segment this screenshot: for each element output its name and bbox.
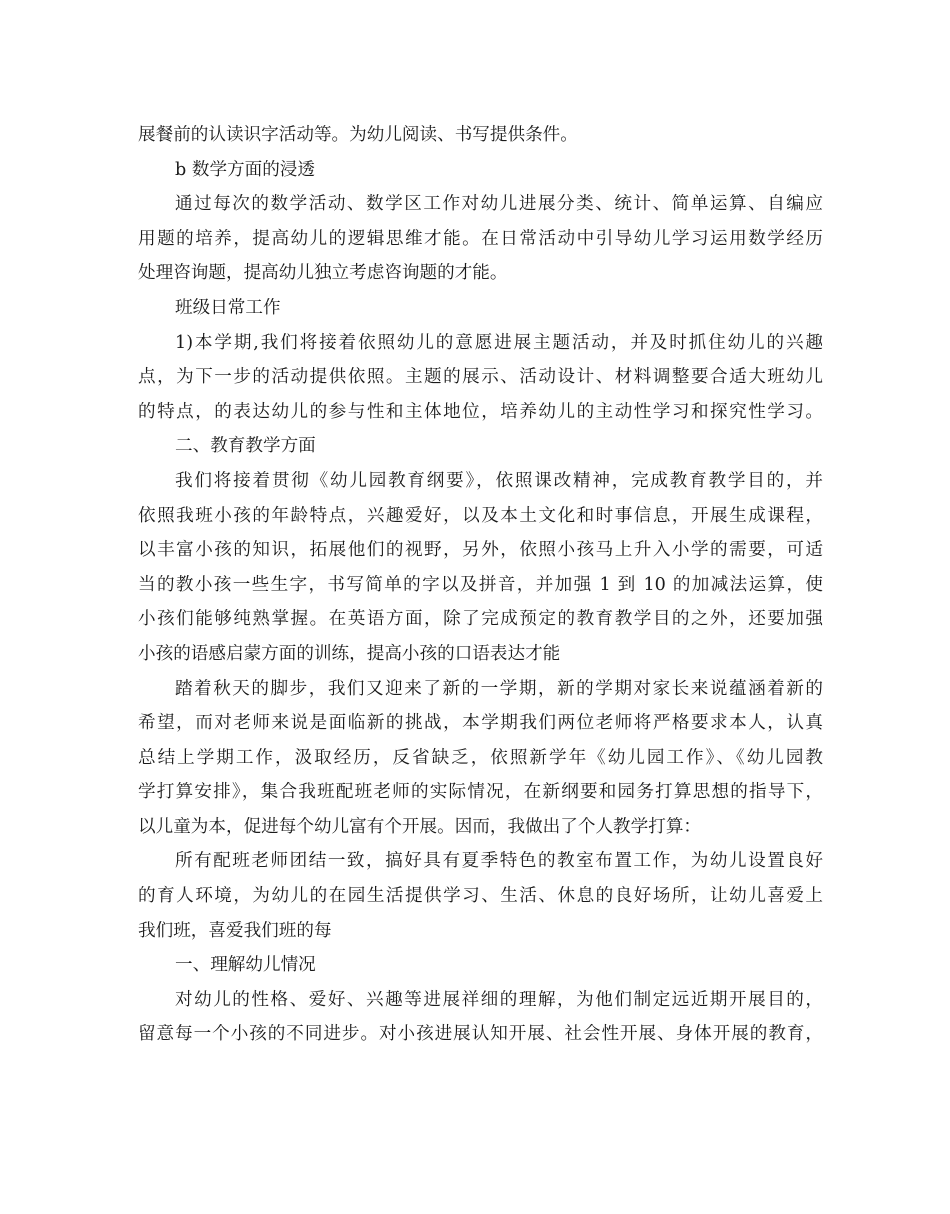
text-line: 留意每一个小孩的不同进步。对小孩进展认知开展、社会性开展、身体开展的教育， [138,1024,823,1045]
section-heading: 二、教育教学方面 [175,436,316,457]
text-line: 我们将接着贯彻《幼儿园教育纲要》，依照课改精神，完成教育教学目的，并 [175,470,823,491]
text-line: 点，为下一步的活动提供依照。主题的展示、活动设计、材料调整要合适大班幼儿 [138,367,823,388]
document-page [138,118,823,1052]
text-line: 对幼儿的性格、爱好、兴趣等进展祥细的理解，为他们制定远近期开展目的， [175,989,823,1010]
section-heading: 一、理解幼儿情况 [175,955,316,976]
text-line: 的特点，的表达幼儿的参与性和主体地位，培养幼儿的主动性学习和探究性学习。 [138,401,823,422]
text-line: 所有配班老师团结一致，搞好具有夏季特色的教室布置工作，为幼儿设置良好 [175,851,823,872]
text-line: 小孩的语感启蒙方面的训练，提高小孩的口语表达才能 [138,643,561,664]
text-line: b 数学方面的浸透 [175,159,316,180]
text-line: 以丰富小孩的知识，拓展他们的视野，另外，依照小孩马上升入小学的需要，可适 [138,540,823,561]
text-line: 总结上学期工作，汲取经历，反省缺乏，依照新学年《幼儿园工作》、《幼儿园教 [138,747,823,768]
text-line: 用题的培养，提高幼儿的逻辑思维才能。在日常活动中引导幼儿学习运用数学经历 [138,228,823,249]
text-line: 我们班，喜爱我们班的每 [138,920,332,941]
text-line: 依照我班小孩的年龄特点，兴趣爱好，以及本土文化和时事信息，开展生成课程， [138,505,823,526]
text-line: 1)本学期,我们将接着依照幼儿的意愿进展主题活动，并及时抓住幼儿的兴趣 [175,332,823,353]
text-line: 踏着秋天的脚步，我们又迎来了新的一学期，新的学期对家长来说蕴涵着新的 [175,678,823,699]
text-line: 希望，而对老师来说是面临新的挑战，本学期我们两位老师将严格要求本人，认真 [138,713,823,734]
section-heading: 班级日常工作 [175,297,281,318]
text-line: 当的教小孩一些生字，书写简单的字以及拼音，并加强 1 到 10 的加减法运算，使 [138,574,823,595]
text-line: 通过每次的数学活动、数学区工作对幼儿进展分类、统计、简单运算、自编应 [175,194,823,215]
text-line: 以儿童为本，促进每个幼儿富有个开展。因而，我做出了个人教学打算： [138,816,702,837]
text-line: 学打算安排》，集合我班配班老师的实际情况，在新纲要和园务打算思想的指导下， [138,782,823,803]
text-line: 的育人环境，为幼儿的在园生活提供学习、生活、休息的良好场所，让幼儿喜爱上 [138,886,823,907]
text-line: 展餐前的认读识字活动等。为幼儿阅读、书写提供条件。 [138,125,578,145]
text-line: 小孩们能够纯熟掌握。在英语方面，除了完成预定的教育教学目的之外，还要加强 [138,609,823,630]
text-line: 处理咨询题，提高幼儿独立考虑咨询题的才能。 [138,263,508,284]
